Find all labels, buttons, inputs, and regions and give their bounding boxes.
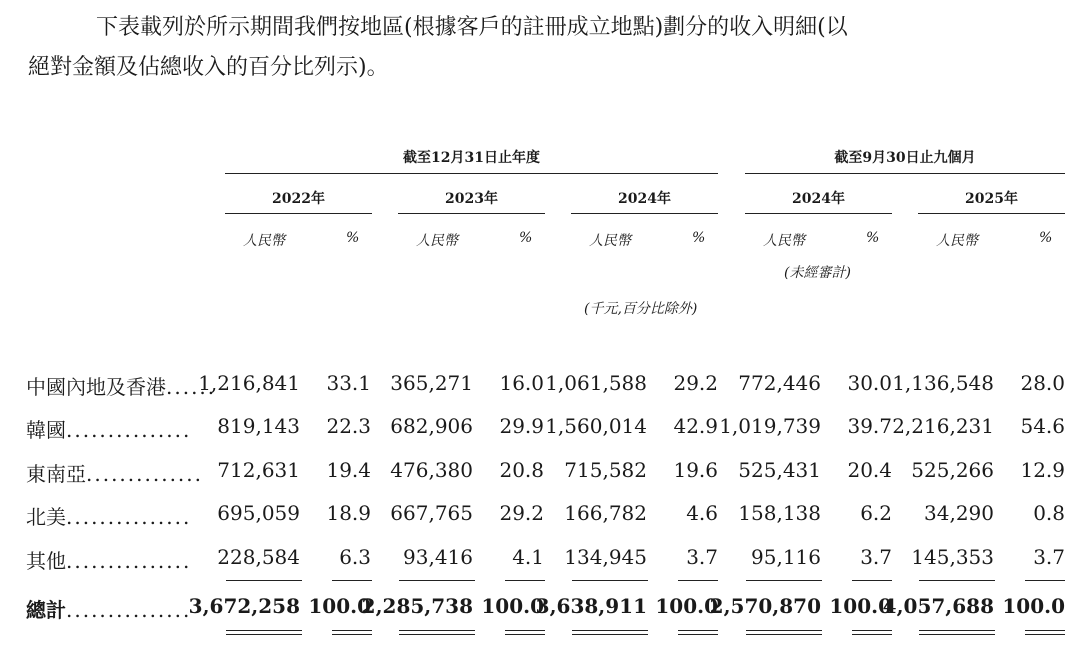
value-pct-2024: 3.7 xyxy=(686,545,718,569)
value-rmb-2024: 715,582 xyxy=(564,458,647,482)
value-pct-2024-9m: 20.4 xyxy=(847,458,892,482)
value-pct-2024: 42.9 xyxy=(673,414,718,438)
value-pct-2023: 29.2 xyxy=(499,501,544,525)
total-double-rule xyxy=(746,630,822,635)
value-pct-2024-9m: 6.2 xyxy=(860,501,892,525)
unit-note: (千元,百分比除外) xyxy=(584,301,698,317)
table-row xyxy=(0,367,1080,407)
group-rule-nine-months xyxy=(745,173,1065,174)
year-header-2023: 2023年 xyxy=(445,191,498,207)
value-pct-2024: 19.6 xyxy=(673,458,718,482)
value-rmb-2022: 228,584 xyxy=(217,545,300,569)
col-rmb-2025-9m: 人民幣 xyxy=(936,233,978,249)
value-rmb-2025-9m: 145,353 xyxy=(911,545,994,569)
value-rmb-2024: 1,560,014 xyxy=(545,414,647,438)
value-rmb-2023: 365,271 xyxy=(390,371,473,395)
value-rmb-2025-9m: 34,290 xyxy=(924,501,994,525)
total-pct-2022: 100.0 xyxy=(308,594,371,618)
total-double-rule xyxy=(226,630,302,635)
year-rule-2022 xyxy=(225,213,372,214)
value-rmb-2024: 1,061,588 xyxy=(545,371,647,395)
total-rmb-2025-9m: 4,057,688 xyxy=(882,594,994,618)
col-pct-2023: % xyxy=(519,230,533,246)
year-header-2022: 2022年 xyxy=(272,191,325,207)
total-double-rule xyxy=(332,630,372,635)
total-double-rule xyxy=(1025,630,1065,635)
value-pct-2025-9m: 12.9 xyxy=(1020,458,1065,482)
total-rmb-2023: 2,285,738 xyxy=(361,594,473,618)
total-double-rule xyxy=(678,630,718,635)
value-pct-2022: 6.3 xyxy=(339,545,371,569)
total-rmb-2024: 3,638,911 xyxy=(535,594,647,618)
subtotal-rule xyxy=(572,580,648,581)
table-row-total xyxy=(0,590,1080,630)
value-rmb-2024-9m: 95,116 xyxy=(751,545,821,569)
value-rmb-2025-9m: 525,266 xyxy=(911,458,994,482)
value-pct-2025-9m: 28.0 xyxy=(1020,371,1065,395)
col-rmb-2022: 人民幣 xyxy=(243,233,285,249)
intro-paragraph xyxy=(28,8,1068,88)
value-rmb-2024-9m: 158,138 xyxy=(738,501,821,525)
value-pct-2024: 29.2 xyxy=(673,371,718,395)
year-header-2025-9m: 2025年 xyxy=(965,191,1018,207)
col-pct-2022: % xyxy=(346,230,360,246)
value-pct-2023: 20.8 xyxy=(499,458,544,482)
value-pct-2022: 19.4 xyxy=(326,458,371,482)
table-row xyxy=(0,454,1080,494)
col-pct-2024-9m: % xyxy=(866,230,880,246)
subtotal-rule xyxy=(399,580,475,581)
value-rmb-2022: 695,059 xyxy=(217,501,300,525)
value-rmb-2024: 134,945 xyxy=(564,545,647,569)
subtotal-rule xyxy=(505,580,545,581)
value-rmb-2025-9m: 2,216,231 xyxy=(892,414,994,438)
year-rule-2024 xyxy=(571,213,718,214)
value-rmb-2022: 712,631 xyxy=(217,458,300,482)
value-pct-2022: 33.1 xyxy=(326,371,371,395)
subtotal-rule xyxy=(919,580,995,581)
value-pct-2023: 29.9 xyxy=(499,414,544,438)
year-rule-2024-9m xyxy=(745,213,892,214)
total-pct-2024: 100.0 xyxy=(655,594,718,618)
group-header-fiscal-year: 截至12月31日止年度 xyxy=(403,150,540,166)
total-double-rule xyxy=(919,630,995,635)
unaudited-note: (未經審計) xyxy=(784,265,851,281)
value-pct-2022: 18.9 xyxy=(326,501,371,525)
value-pct-2023: 16.0 xyxy=(499,371,544,395)
total-double-rule xyxy=(572,630,648,635)
value-rmb-2024-9m: 772,446 xyxy=(738,371,821,395)
subtotal-rule xyxy=(332,580,372,581)
value-rmb-2024: 166,782 xyxy=(564,501,647,525)
value-rmb-2022: 1,216,841 xyxy=(198,371,300,395)
value-rmb-2023: 476,380 xyxy=(390,458,473,482)
value-pct-2023: 4.1 xyxy=(512,545,544,569)
table-row xyxy=(0,541,1080,581)
value-rmb-2023: 93,416 xyxy=(403,545,473,569)
year-header-2024-9m: 2024年 xyxy=(792,191,845,207)
table-row xyxy=(0,410,1080,450)
intro-line-2: 絕對金額及佔總收入的百分比列示)。 xyxy=(28,55,389,80)
total-rmb-2024-9m: 2,570,870 xyxy=(709,594,821,618)
value-pct-2025-9m: 3.7 xyxy=(1033,545,1065,569)
subtotal-rule xyxy=(678,580,718,581)
group-header-nine-months: 截至9月30日止九個月 xyxy=(834,150,976,166)
row-label: 韓國............... xyxy=(26,418,192,442)
value-pct-2022: 22.3 xyxy=(326,414,371,438)
value-pct-2025-9m: 54.6 xyxy=(1020,414,1065,438)
row-label: 北美............... xyxy=(26,505,192,529)
row-label: 中國內地及香港...... xyxy=(26,375,217,399)
value-pct-2024: 4.6 xyxy=(686,501,718,525)
total-pct-2025-9m: 100.0 xyxy=(1002,594,1065,618)
col-pct-2025-9m: % xyxy=(1039,230,1053,246)
subtotal-rule xyxy=(852,580,892,581)
col-pct-2024: % xyxy=(692,230,706,246)
intro-line-1: 下表載列於所示期間我們按地區(根據客戶的註冊成立地點)劃分的收入明細(以 xyxy=(96,15,848,40)
subtotal-rule xyxy=(746,580,822,581)
value-rmb-2025-9m: 1,136,548 xyxy=(892,371,994,395)
total-rmb-2022: 3,672,258 xyxy=(188,594,300,618)
value-pct-2024-9m: 39.7 xyxy=(847,414,892,438)
value-rmb-2024-9m: 1,019,739 xyxy=(719,414,821,438)
value-rmb-2024-9m: 525,431 xyxy=(738,458,821,482)
subtotal-rule xyxy=(226,580,302,581)
total-double-rule xyxy=(399,630,475,635)
year-rule-2025-9m xyxy=(918,213,1065,214)
year-header-2024: 2024年 xyxy=(618,191,671,207)
table-row xyxy=(0,497,1080,537)
row-label: 總計............... xyxy=(26,598,192,622)
row-label: 東南亞.............. xyxy=(26,462,204,486)
value-rmb-2023: 667,765 xyxy=(390,501,473,525)
subtotal-rule xyxy=(1025,580,1065,581)
row-label: 其他............... xyxy=(26,549,192,573)
value-rmb-2022: 819,143 xyxy=(217,414,300,438)
value-rmb-2023: 682,906 xyxy=(390,414,473,438)
total-pct-2023: 100.0 xyxy=(481,594,544,618)
total-double-rule xyxy=(505,630,545,635)
col-rmb-2024-9m: 人民幣 xyxy=(763,233,805,249)
group-rule-fiscal-year xyxy=(225,173,718,174)
year-rule-2023 xyxy=(398,213,545,214)
value-pct-2025-9m: 0.8 xyxy=(1033,501,1065,525)
col-rmb-2023: 人民幣 xyxy=(416,233,458,249)
total-double-rule xyxy=(852,630,892,635)
value-pct-2024-9m: 3.7 xyxy=(860,545,892,569)
col-rmb-2024: 人民幣 xyxy=(589,233,631,249)
total-pct-2024-9m: 100.0 xyxy=(829,594,892,618)
value-pct-2024-9m: 30.0 xyxy=(847,371,892,395)
